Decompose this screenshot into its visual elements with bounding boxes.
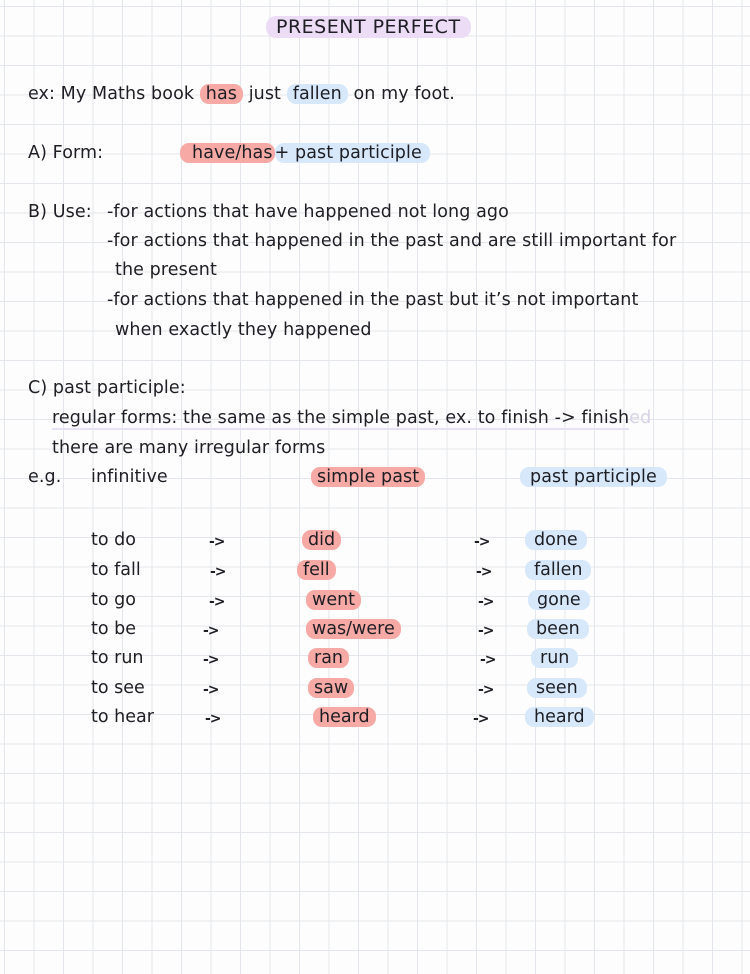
arrow-icon: -> <box>480 652 496 668</box>
eg-label: e.g. <box>28 467 62 487</box>
header-simple-past <box>311 467 425 487</box>
use-line-3: the present <box>115 260 217 280</box>
header-infinitive: infinitive <box>91 467 168 487</box>
header-past-participle-label: past participle <box>520 467 667 487</box>
cell-simple-past <box>306 619 401 639</box>
cell-simple-past <box>308 648 349 668</box>
arrow-icon: -> <box>203 652 219 668</box>
use-label: B) Use: <box>28 202 92 222</box>
regular-forms-ed: ed <box>629 408 652 428</box>
highlight-fallen: fallen <box>287 84 348 104</box>
simple-past-value: saw <box>308 678 354 698</box>
arrow-icon: -> <box>476 564 492 580</box>
arrow-icon: -> <box>478 594 494 610</box>
cell-infinitive: to run <box>91 648 144 668</box>
past-participle-value: done <box>525 530 587 550</box>
arrow-icon: -> <box>209 594 225 610</box>
use-line-1: -for actions that have happened not long ago <box>107 202 509 222</box>
simple-past-value: went <box>306 590 361 610</box>
arrow-icon: -> <box>478 623 494 639</box>
past-participle-value: run <box>531 648 578 668</box>
simple-past-value: heard <box>313 707 376 727</box>
cell-infinitive: to see <box>91 678 145 698</box>
arrow-icon: -> <box>473 711 489 727</box>
past-participle-value: gone <box>528 590 590 610</box>
example-just: just <box>248 84 282 104</box>
past-participle-value: fallen <box>525 560 591 580</box>
regular-forms-line <box>52 408 651 428</box>
form-rule <box>180 143 430 163</box>
cell-infinitive: to do <box>91 530 136 550</box>
regular-forms-text: regular forms: the same as the simple past, ex. to finish -> finish <box>52 408 630 428</box>
use-line-4: -for actions that happened in the past but it’s not important <box>107 290 639 310</box>
highlight-past-participle: + past participle <box>275 143 430 163</box>
header-past-participle <box>520 467 667 487</box>
example-suffix: on my foot. <box>353 84 455 104</box>
cell-simple-past <box>306 590 361 610</box>
cell-past-participle <box>531 648 578 668</box>
cell-past-participle <box>525 530 587 550</box>
arrow-icon: -> <box>205 711 221 727</box>
past-participle-value: seen <box>527 678 587 698</box>
use-line-5: when exactly they happened <box>115 320 372 340</box>
arrow-icon: -> <box>203 623 219 639</box>
past-participle-value: been <box>527 619 589 639</box>
cell-simple-past <box>302 530 341 550</box>
arrow-icon: -> <box>478 682 494 698</box>
cell-past-participle <box>525 707 594 727</box>
simple-past-value: ran <box>308 648 349 668</box>
simple-past-value: did <box>302 530 341 550</box>
participle-label: C) past participle: <box>28 378 186 398</box>
form-label: A) Form: <box>28 143 104 163</box>
header-simple-past-label: simple past <box>311 467 425 487</box>
simple-past-value: fell <box>297 560 336 580</box>
cell-infinitive: to be <box>91 619 137 639</box>
cell-past-participle <box>525 560 591 580</box>
use-line-2: -for actions that happened in the past and are still important for <box>107 231 677 251</box>
arrow-icon: -> <box>474 534 490 550</box>
cell-past-participle <box>527 619 589 639</box>
cell-infinitive: to fall <box>91 560 141 580</box>
arrow-icon: -> <box>209 534 225 550</box>
cell-past-participle <box>528 590 590 610</box>
example-sentence <box>28 84 455 104</box>
past-participle-value: heard <box>525 707 594 727</box>
irregular-forms-line: there are many irregular forms <box>52 438 326 458</box>
simple-past-value: was/were <box>306 619 401 639</box>
cell-simple-past <box>308 678 354 698</box>
cell-past-participle <box>527 678 587 698</box>
example-prefix: ex: My Maths book <box>28 84 195 104</box>
cell-simple-past <box>313 707 376 727</box>
arrow-icon: -> <box>203 682 219 698</box>
highlight-has: has <box>200 84 243 104</box>
cell-simple-past <box>297 560 336 580</box>
arrow-icon: -> <box>210 564 226 580</box>
cell-infinitive: to hear <box>91 707 154 727</box>
cell-infinitive: to go <box>91 590 136 610</box>
highlight-have-has: have/has <box>180 143 275 163</box>
page-title: PRESENT PERFECT <box>266 16 471 38</box>
